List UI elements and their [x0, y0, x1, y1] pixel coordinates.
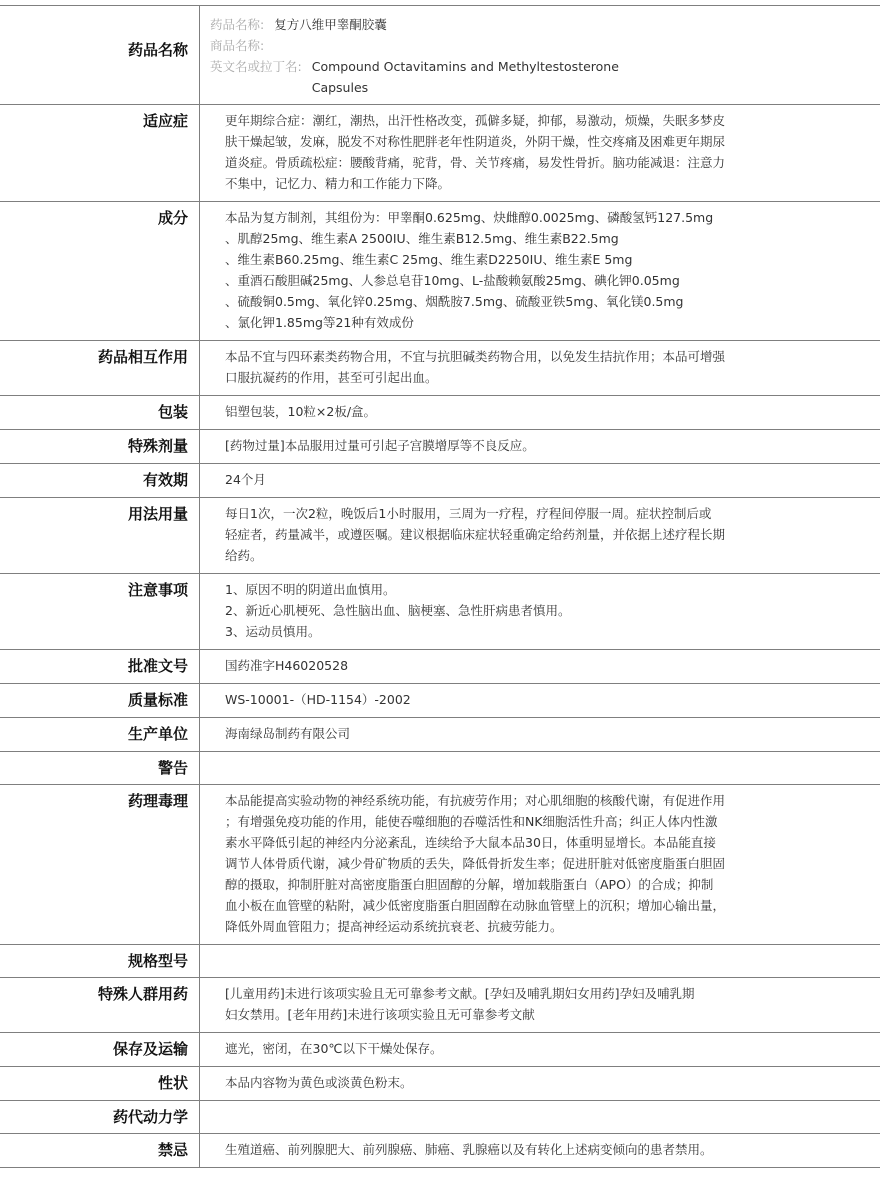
row-value — [200, 1101, 880, 1133]
generic-name-line — [210, 14, 652, 35]
row-value: 每日1次，一次2粒，晚饭后1小时服用，三周为一疗程，疗程间停服一周。症状控制后或 轻症者，药量减半，或遵医嘱。建议根据临床症状轻重确定给药剂量，并依据上述疗程长期 给药。 — [225, 506, 726, 563]
row-value: 1、原因不明的阴道出血慎用。 2、新近心肌梗死、急性脑出血、脑梗塞、急性肝病患者慎用。 3、运动员慎用。 — [225, 582, 571, 639]
row-label: 批准文号 — [0, 650, 200, 683]
english-name-key: 英文名或拉丁名: — [210, 59, 302, 74]
english-name-value: Compound Octavitamins and Methyltestosterone Capsules — [311, 59, 619, 95]
drug-name-block — [200, 6, 672, 104]
row-label: 有效期 — [0, 464, 200, 497]
row-value: 遮光，密闭，在30℃以下干燥处保存。 — [225, 1041, 443, 1056]
row-pharmacokinetics — [0, 1100, 880, 1133]
row-value: 更年期综合症：潮红，潮热，出汗性格改变，孤僻多疑，抑郁，易激动，烦燥，失眠多梦皮 肤干燥起皱，发麻，脱发不对称性肥胖老年性阴道炎，外阴干燥，性交疼痛及困难更年期尿 道炎症。骨质疏松症：腰酸背痛，驼背，骨、关节疼痛，易发性骨折。脑功能减退：注意力 不集中，记忆力、精力和工作能力下降。 — [225, 113, 726, 191]
row-value: [药物过量]本品服用过量可引起子宫膜增厚等不良反应。 — [225, 438, 535, 453]
row-quality-standard — [0, 683, 880, 717]
row-ingredients — [0, 201, 880, 340]
row-approval-number — [0, 649, 880, 683]
row-label: 保存及运输 — [0, 1033, 200, 1066]
row-value: 24个月 — [225, 472, 266, 487]
row-special-populations — [0, 977, 880, 1032]
generic-name-value: 复方八维甲睾酮胶囊 — [274, 17, 387, 32]
row-value — [200, 945, 880, 977]
trade-name-line — [210, 35, 652, 56]
row-value: 铝塑包装，10粒×2板/盒。 — [225, 404, 377, 419]
row-value: 国药准字H46020528 — [225, 658, 349, 673]
row-shelf-life — [0, 463, 880, 497]
drug-info-table — [0, 5, 880, 1168]
row-warning — [0, 751, 880, 784]
row-indications — [0, 104, 880, 201]
row-special-dosage — [0, 429, 880, 463]
row-value: WS-10001-（HD-1154）-2002 — [225, 692, 411, 707]
row-label: 性状 — [0, 1067, 200, 1100]
row-contraindications — [0, 1133, 880, 1168]
row-pharmacology-toxicology — [0, 784, 880, 944]
row-value: 本品为复方制剂，其组份为：甲睾酮0.625mg、炔雌醇0.0025mg、磷酸氢钙127.5mg 、肌醇25mg、维生素A 2500IU、维生素B12.5mg、维生素B22.5mg 、维生素B60.25mg、维生素C 25mg、维生素D2250IU、维生素E 5mg 、重酒石酸胆碱25mg、人参总皂苷10mg、L-盐酸赖氨酸25mg、碘化钾0.05mg 、硫酸铜0.5mg、氧化锌0.25mg、烟酰胺7.5mg、硫酸亚铁5mg、氧化镁0.5mg 、氯化钾1.85mg等21种有效成份 — [225, 210, 714, 330]
row-specification — [0, 944, 880, 977]
row-label: 质量标准 — [0, 684, 200, 717]
label-drug-name: 药品名称 — [0, 6, 200, 104]
row-drug-name — [0, 5, 880, 104]
row-label: 用法用量 — [0, 498, 200, 573]
row-label: 规格型号 — [0, 945, 200, 977]
row-label: 生产单位 — [0, 718, 200, 751]
row-label: 适应症 — [0, 105, 200, 201]
row-label: 特殊人群用药 — [0, 978, 200, 1032]
row-storage — [0, 1032, 880, 1066]
row-value — [200, 752, 880, 784]
row-label: 禁忌 — [0, 1134, 200, 1167]
row-value: 本品能提高实验动物的神经系统功能，有抗疲劳作用；对心肌细胞的核酸代谢，有促进作用 ；有增强免疫功能的作用，能使吞噬细胞的吞噬活性和NK细胞活性升高；纠正人体内性激 素水平降低引起的神经内分泌紊乱，连续给予大鼠本品30日，体重明显增长。本品能直接 调节人体骨质代谢，减少骨矿物质的丢失，降低骨折发生率；促进肝脏对低密度脂蛋白胆固 醇的摄取，抑制肝脏对高密度脂蛋白胆固醇的分解，增加载脂蛋白（APO）的合成；抑制 血小板在血管壁的粘附，减少低密度脂蛋白胆固醇在动脉血管壁上的沉积；增加心输出量， 降低外周血管阻力；提高神经运动系统抗衰老、抗疲劳能力。 — [225, 793, 726, 934]
row-packaging — [0, 395, 880, 429]
row-value: 生殖道癌、前列腺肥大、前列腺癌、肺癌、乳腺癌以及有转化上述病变倾向的患者禁用。 — [225, 1142, 713, 1157]
row-label: 药代动力学 — [0, 1101, 200, 1133]
row-label: 特殊剂量 — [0, 430, 200, 463]
row-label: 成分 — [0, 202, 200, 340]
row-value: 海南绿岛制药有限公司 — [225, 726, 351, 741]
generic-name-key: 药品名称: — [210, 17, 265, 32]
row-description — [0, 1066, 880, 1100]
trade-name-key: 商品名称: — [210, 38, 265, 53]
row-label: 药品相互作用 — [0, 341, 200, 395]
row-precautions — [0, 573, 880, 649]
row-label: 药理毒理 — [0, 785, 200, 944]
english-name-line — [210, 56, 652, 98]
row-manufacturer — [0, 717, 880, 751]
row-label: 包装 — [0, 396, 200, 429]
row-usage-dosage — [0, 497, 880, 573]
row-value: 本品不宜与四环素类药物合用，不宜与抗胆碱类药物合用，以免发生拮抗作用；本品可增强 口服抗凝药的作用，甚至可引起出血。 — [225, 349, 726, 385]
row-value: 本品内容物为黄色或淡黄色粉末。 — [225, 1075, 413, 1090]
row-label: 注意事项 — [0, 574, 200, 649]
row-interactions — [0, 340, 880, 395]
trade-name-value — [264, 35, 274, 56]
row-label: 警告 — [0, 752, 200, 784]
row-value: [儿童用药]未进行该项实验且无可靠参考文献。[孕妇及哺乳期妇女用药]孕妇及哺乳期 妇女禁用。[老年用药]未进行该项实验且无可靠参考文献 — [225, 986, 695, 1022]
